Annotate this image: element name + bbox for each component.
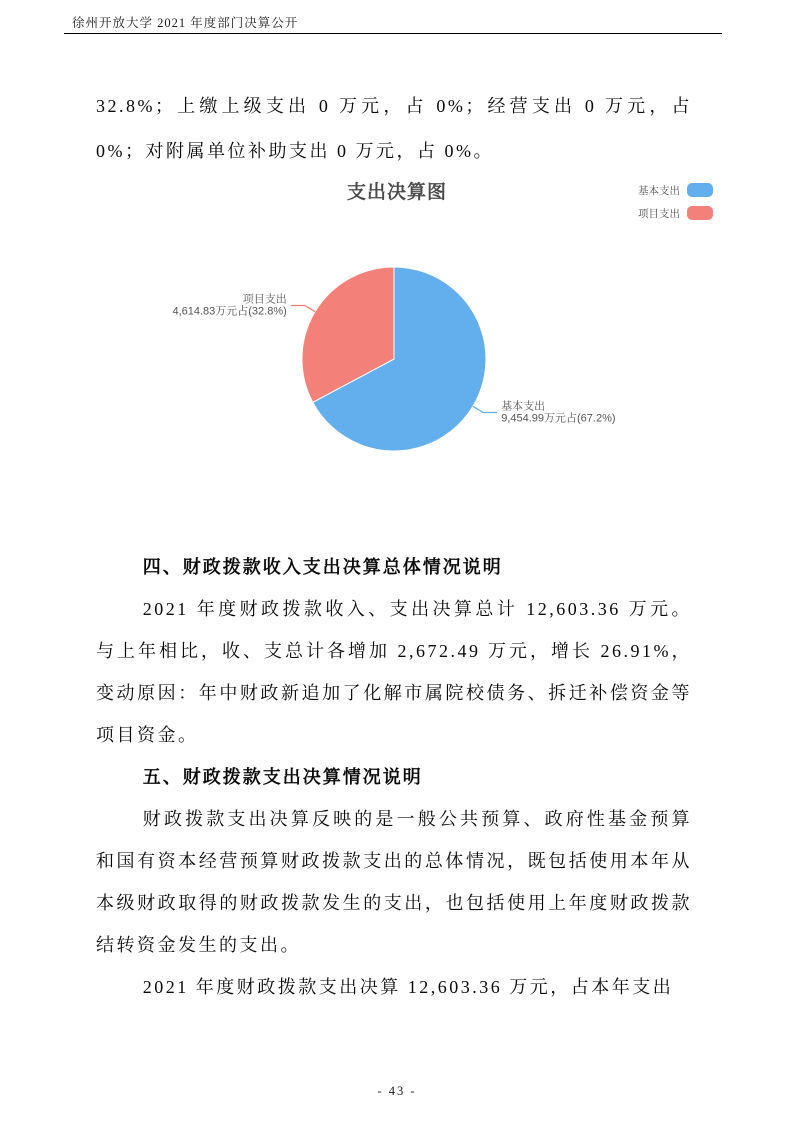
pie-label-name: 项目支出 [242, 293, 287, 306]
page-number: - 43 - [377, 1084, 417, 1098]
section-heading-4: 四、财政拨款收入支出决算总体情况说明 [142, 557, 503, 577]
paragraph-section-5b: 2021 年度财政拨款支出决算 12,603.36 万元，占本年支出 [142, 977, 674, 997]
pie-label-value: 9,454.99万元占(67.2%) [501, 412, 616, 425]
legend-swatch-project [687, 206, 713, 220]
page-header-text: 徐州开放大学 2021 年度部门决算公开 [72, 16, 299, 30]
legend-label: 项目支出 [638, 207, 680, 220]
paragraph-section-4: 2021 年度财政拨款收入、支出决算总计 12,603.36 万元。与上年相比，收、支总计各增加 2,672.49 万元，增长 26.91%，变动原因：年中财政新追加了化解市属院校债务、拆迁补偿资金等项目资金。 [96, 599, 692, 745]
main-text-block [96, 546, 692, 1008]
pie-chart [0, 250, 794, 485]
pie-label-line [473, 406, 497, 412]
pie-label-name: 基本支出 [501, 400, 546, 413]
legend-swatch-basic [687, 183, 713, 197]
paragraph-section-5a: 财政拨款支出决算反映的是一般公共预算、政府性基金预算和国有资本经营预算财政拨款支出的总体情况，既包括使用本年从本级财政取得的财政拨款发生的支出，也包括使用上年度财政拨款结转资金发生的支出。 [96, 809, 692, 955]
paragraph-top: 32.8%；上缴上级支出 0 万元，占 0%；经营支出 0 万元，占 0%；对附属单位补助支出 0 万元，占 0%。 [96, 96, 692, 161]
chart-title: 支出决算图 [346, 182, 447, 203]
section-heading-5: 五、财政拨款支出决算情况说明 [142, 767, 423, 787]
pie-label-line [291, 306, 315, 312]
legend-item-basic[interactable] [638, 182, 713, 198]
legend-label: 基本支出 [638, 184, 680, 197]
pie-label-value: 4,614.83万元占(32.8%) [172, 305, 287, 318]
header-rule [64, 33, 722, 34]
legend-item-project[interactable] [638, 205, 713, 221]
chart-legend [638, 182, 713, 228]
